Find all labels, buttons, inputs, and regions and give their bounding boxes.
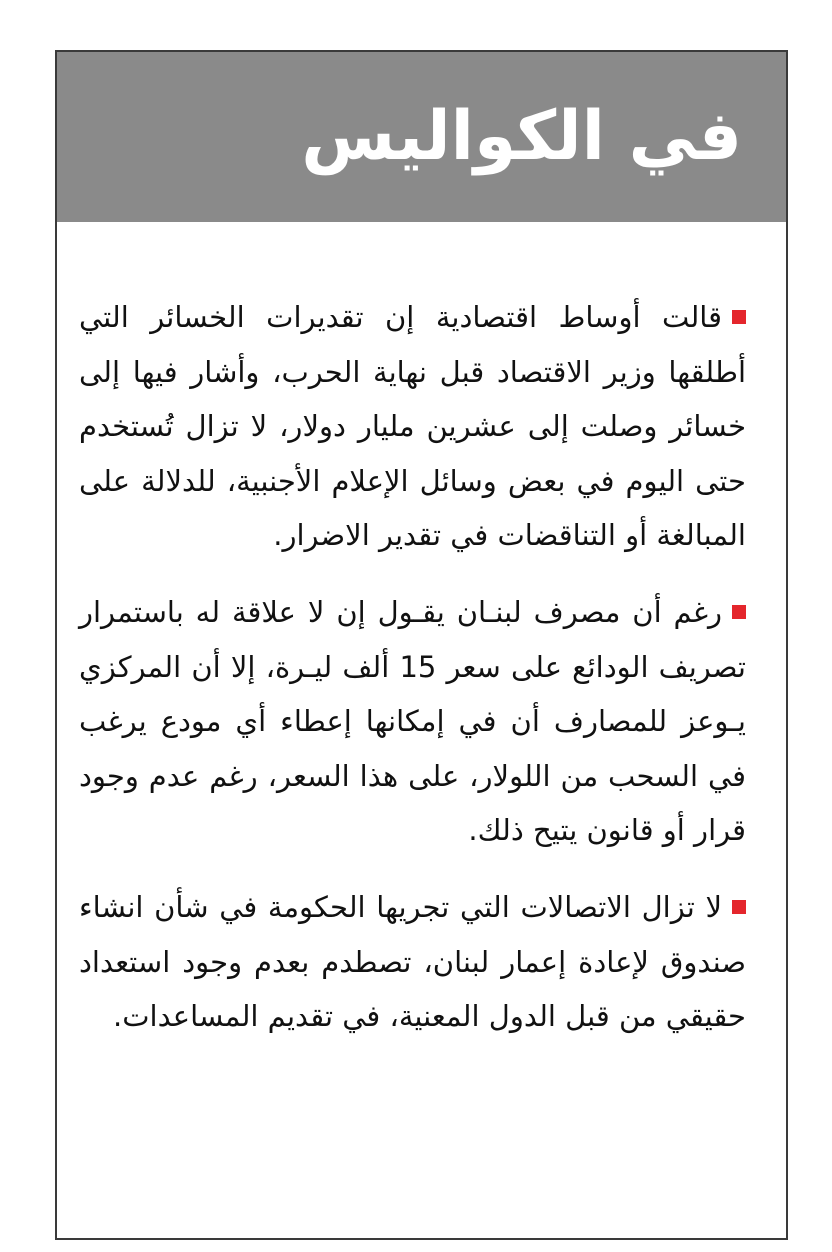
red-square-icon xyxy=(732,605,746,619)
header-bar xyxy=(57,52,786,222)
news-box xyxy=(55,50,788,1240)
red-square-icon xyxy=(732,900,746,914)
red-square-icon xyxy=(732,310,746,324)
content-area xyxy=(57,222,786,1044)
news-item-text: قالت أوساط اقتصادية إن تقديرات الخسائر التي أطلقها وزير الاقتصاد قبل نهاية الحرب، وأشار فيها إلى خسائر وصلت إلى عشرين مليار دولار، لا تزال تُستخدم حتى اليوم في بعض وسائل الإعلام الأجنبية، للدلالة على المبالغة أو التناقضات في تقدير الاضرار. xyxy=(79,300,746,553)
news-item-2 xyxy=(79,585,746,858)
news-item-1 xyxy=(79,290,746,563)
news-item-text: لا تزال الاتصالات التي تجريها الحكومة في شأن انشاء صندوق لإعادة إعمار لبنان، تصطدم بعدم وجود استعداد حقيقي من قبل الدول المعنية، في تقديم المساعدات. xyxy=(79,889,746,1034)
news-item-3 xyxy=(79,880,746,1044)
news-item-text: رغم أن مصرف لبنـان يقـول إن لا علاقة له باستمرار تصريف الودائع على سعر 15 ألف ليـرة، إلا أن المركزي يـوعز للمصارف أن في إمكانها إعطاء أي مودع يرغب في السحب من اللولار، على هذا السعر، رغم عدم وجود قرار أو قانون يتيح ذلك. xyxy=(79,594,746,848)
page-title: في الكواليس xyxy=(301,97,742,176)
